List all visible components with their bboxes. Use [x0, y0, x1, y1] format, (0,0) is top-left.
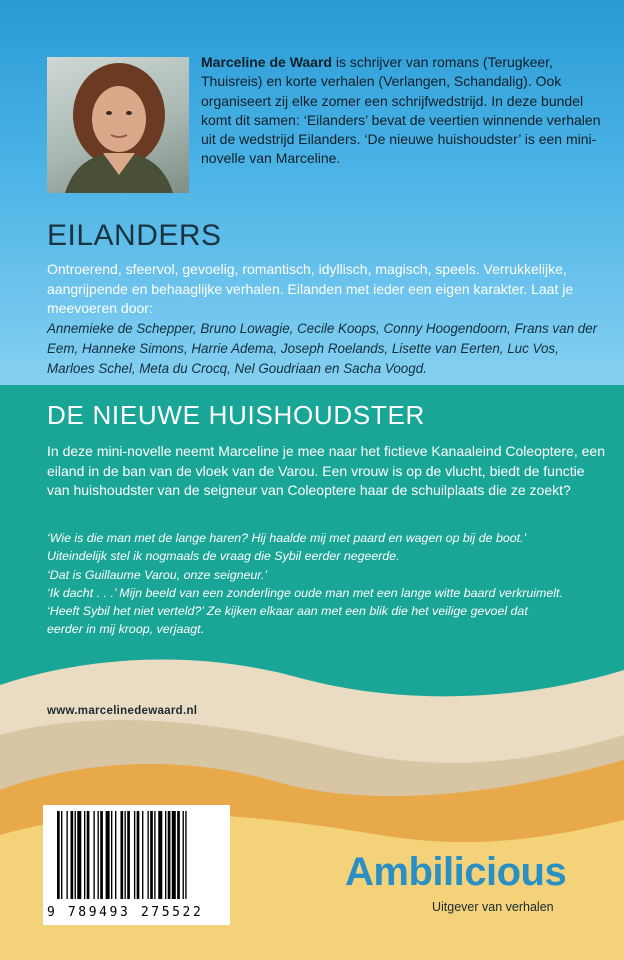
barcode-bar — [168, 811, 171, 899]
barcode-bar — [77, 811, 81, 899]
website-link[interactable]: www.marcelinedewaard.nl — [47, 705, 198, 717]
publisher-logo: Ambilicious — [345, 850, 567, 894]
barcode-bar — [134, 811, 135, 899]
barcode-bar — [165, 811, 166, 899]
quote-line: eerder in mij kroop, verjaagt. — [47, 622, 205, 637]
quote-line: Uiteindelijk stel ik nogmaals de vraag die Sybil eerder negeerde. — [47, 549, 400, 564]
publisher-tagline: Uitgever van verhalen — [432, 900, 554, 914]
eilanders-authors: Annemieke de Schepper, Bruno Lowagie, Cecile Koops, Conny Hoogendoorn, Frans van der Eem, Hanneke Simons, Harrie Adema, Joseph Roelands, Lisette van Eerten, Luc Vos, Marloes Schel, Meta du Crocq, Nel Goudriaan en Sacha Voogd. — [47, 321, 598, 376]
author-name: Marceline de Waard — [201, 54, 332, 70]
barcode-bar — [125, 811, 126, 899]
barcode-bar — [177, 811, 180, 899]
novelle-quote — [47, 529, 617, 639]
barcode-bar — [106, 811, 110, 899]
author-bio — [201, 53, 601, 169]
barcode-bar — [142, 811, 143, 899]
barcode-bar — [61, 811, 62, 899]
novelle-title: DE NIEUWE HUISHOUDSTER — [47, 400, 425, 430]
barcode-bar — [93, 811, 94, 899]
barcode-bar — [71, 811, 74, 899]
eilanders-title: EILANDERS — [47, 219, 222, 252]
barcode-bar — [183, 811, 184, 899]
barcode-bar — [100, 811, 103, 899]
barcode-bar — [84, 811, 85, 899]
barcode-bar — [66, 811, 67, 899]
eilanders-intro: Ontroerend, sfeervol, gevoelig, romantisch, idyllisch, magisch, speels. Verrukkelijke, aangrijpende en behaaglijke verhalen. Eilanden met ieder een eigen karakter. Laat je meevoeren door: — [47, 261, 574, 317]
novelle-text: In deze mini-novelle neemt Marceline je mee naar het fictieve Kanaaleind Coleoptere, een eiland in de ban van de vloek van de Varou. Een vrouw is op de vlucht, biedt de functie van huishoudster van de seigneur van Coleoptere haar de schuilplaats die ze zoekt? — [47, 443, 605, 499]
barcode-bar — [154, 811, 155, 899]
quote-line: ‘Ik dacht . . .’ Mijn beeld van een zonderlinge oude man met een lange witte baard verkruimelt. — [47, 585, 563, 600]
barcode-bar — [57, 811, 60, 899]
barcode-bar — [111, 811, 112, 899]
barcode-bar — [147, 811, 148, 899]
author-bio-text: is schrijver van romans (Terugkeer, Thuisreis) en korte verhalen (Verlangen, Schandalig). Ook organiseert zij elke zomer een schrijfwedstrijd. In deze bundel komt dit samen: ‘Eilanders’ bevat de veertien winnende verhalen uit de wedstrijd Eilanders. ‘De nieuwe huishoudster’ is een mini-novelle van Marceline. — [201, 54, 601, 167]
barcode-bars — [43, 805, 230, 905]
barcode-bar — [150, 811, 153, 899]
barcode-bar — [185, 811, 186, 899]
barcode-bar — [98, 811, 99, 899]
barcode-bar — [137, 811, 140, 899]
quote-line: ‘Heeft Sybil het niet verteld?’ Ze kijken elkaar aan met een blik die het veilige gevoel dat — [47, 604, 528, 619]
quote-line: ‘Wie is die man met de lange haren? Hij haalde mij met paard en wagen op bij de boot.’ — [47, 531, 527, 545]
isbn-number: 9 789493 275522 — [47, 905, 204, 920]
barcode-bar — [75, 811, 76, 899]
barcode-bar — [120, 811, 123, 899]
barcode-bar — [172, 811, 176, 899]
quote-line: ‘Dat is Guillaume Varou, onze seigneur.’ — [47, 567, 268, 582]
barcode-bar — [158, 811, 162, 899]
barcode-bar — [115, 811, 116, 899]
barcode-bar — [87, 811, 90, 899]
barcode-bar — [127, 811, 130, 899]
author-photo — [47, 57, 189, 193]
